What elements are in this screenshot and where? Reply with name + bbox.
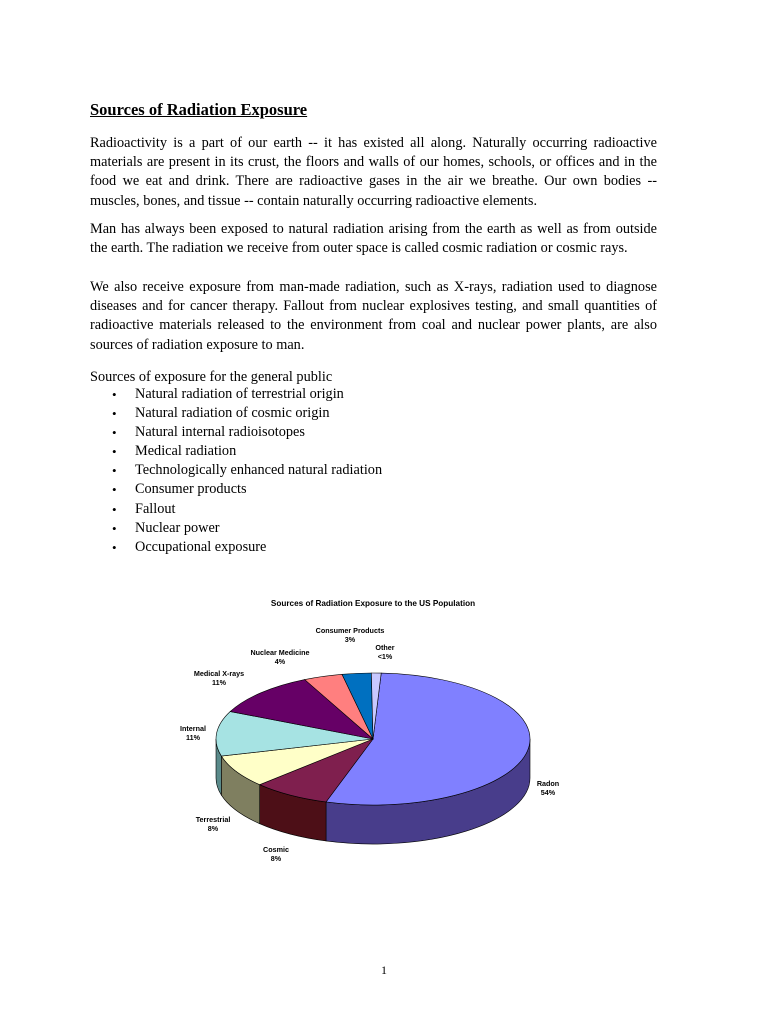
bullet-icon: • <box>112 387 117 402</box>
bullet-icon: • <box>112 520 117 536</box>
pie-label-name: Other <box>375 643 395 652</box>
pie-label-name: Internal <box>180 724 206 733</box>
list-item-text: Technologically enhanced natural radiation <box>135 462 383 479</box>
pie-label-value: 8% <box>270 854 282 863</box>
list-item-text: Natural radiation of cosmic origin <box>135 405 330 422</box>
list-item <box>90 404 382 423</box>
list-item-text: Consumer products <box>135 481 247 498</box>
list-item-text: Medical radiation <box>135 443 237 460</box>
pie-label-value: 4% <box>274 657 286 666</box>
page-title: Sources of Radiation Exposure <box>90 100 308 119</box>
pie-label-value: 11% <box>212 678 226 687</box>
bullet-icon: • <box>112 463 117 479</box>
list-item <box>90 442 382 461</box>
list-intro: Sources of exposure for the general public <box>90 369 333 385</box>
list-item <box>90 538 382 557</box>
pie-label-name: Nuclear Medicine <box>250 648 310 657</box>
pie-label-value: <1% <box>377 652 393 661</box>
list-item <box>90 519 382 538</box>
list-item <box>90 500 382 519</box>
exposure-sources-list <box>90 385 382 557</box>
paragraph-man-made-radiation: We also receive exposure from man-made radiation, such as X-rays, radiation used to diagnose diseases and for cancer therapy. Fallout from nuclear explosives testing, and small quantities of radioactive materials released to the environment from coal and nuclear power plants, are also sources of radiation exposure to man. <box>90 279 657 353</box>
pie-label-name: Radon <box>536 779 560 788</box>
pie-label-name: Cosmic <box>263 845 289 854</box>
pie-label-value: 11% <box>186 733 200 742</box>
pie-label-value: 54% <box>540 788 556 797</box>
bullet-icon: • <box>112 482 117 498</box>
pie-slices <box>216 673 530 805</box>
paragraph-natural-radiation: Man has always been exposed to natural radiation arising from the earth as well as from outside the earth. The radiation we receive from outer space is called cosmic radiation or cosmic rays. <box>90 221 657 257</box>
list-item-text: Natural internal radioisotopes <box>135 424 305 441</box>
list-item <box>90 423 382 442</box>
bullet-icon: • <box>112 501 117 517</box>
list-item-text: Fallout <box>135 500 176 517</box>
list-item-text: Occupational exposure <box>135 538 267 555</box>
list-item <box>90 385 382 404</box>
pie-label-name: Terrestrial <box>195 815 231 824</box>
bullet-icon: • <box>112 425 117 441</box>
pie-label-name: Medical X-rays <box>193 669 245 678</box>
radiation-pie-chart <box>170 590 600 880</box>
chart-title: Sources of Radiation Exposure to the US Population <box>270 599 476 608</box>
paragraph-radioactivity: Radioactivity is a part of our earth -- it has existed all along. Naturally occurring radioactive materials are present in its crust, the floors and walls of our homes, schools, or offices and in the food we eat and drink. There are radioactive gases in the air we breathe. Our own bodies -- muscles, bones, and tissue -- contain naturally occurring radioactive elements. <box>90 135 657 209</box>
list-item-text: Natural radiation of terrestrial origin <box>135 386 344 402</box>
list-item <box>90 461 382 480</box>
bullet-icon: • <box>112 406 117 422</box>
pie-label-name: Consumer Products <box>315 626 385 635</box>
bullet-icon: • <box>112 444 117 460</box>
bullet-icon: • <box>112 539 117 555</box>
list-item <box>90 480 382 499</box>
pie-label-value: 3% <box>344 635 356 644</box>
pie-label-value: 8% <box>207 824 219 833</box>
list-item-text: Nuclear power <box>135 519 220 536</box>
page-number: 1 <box>381 963 387 977</box>
